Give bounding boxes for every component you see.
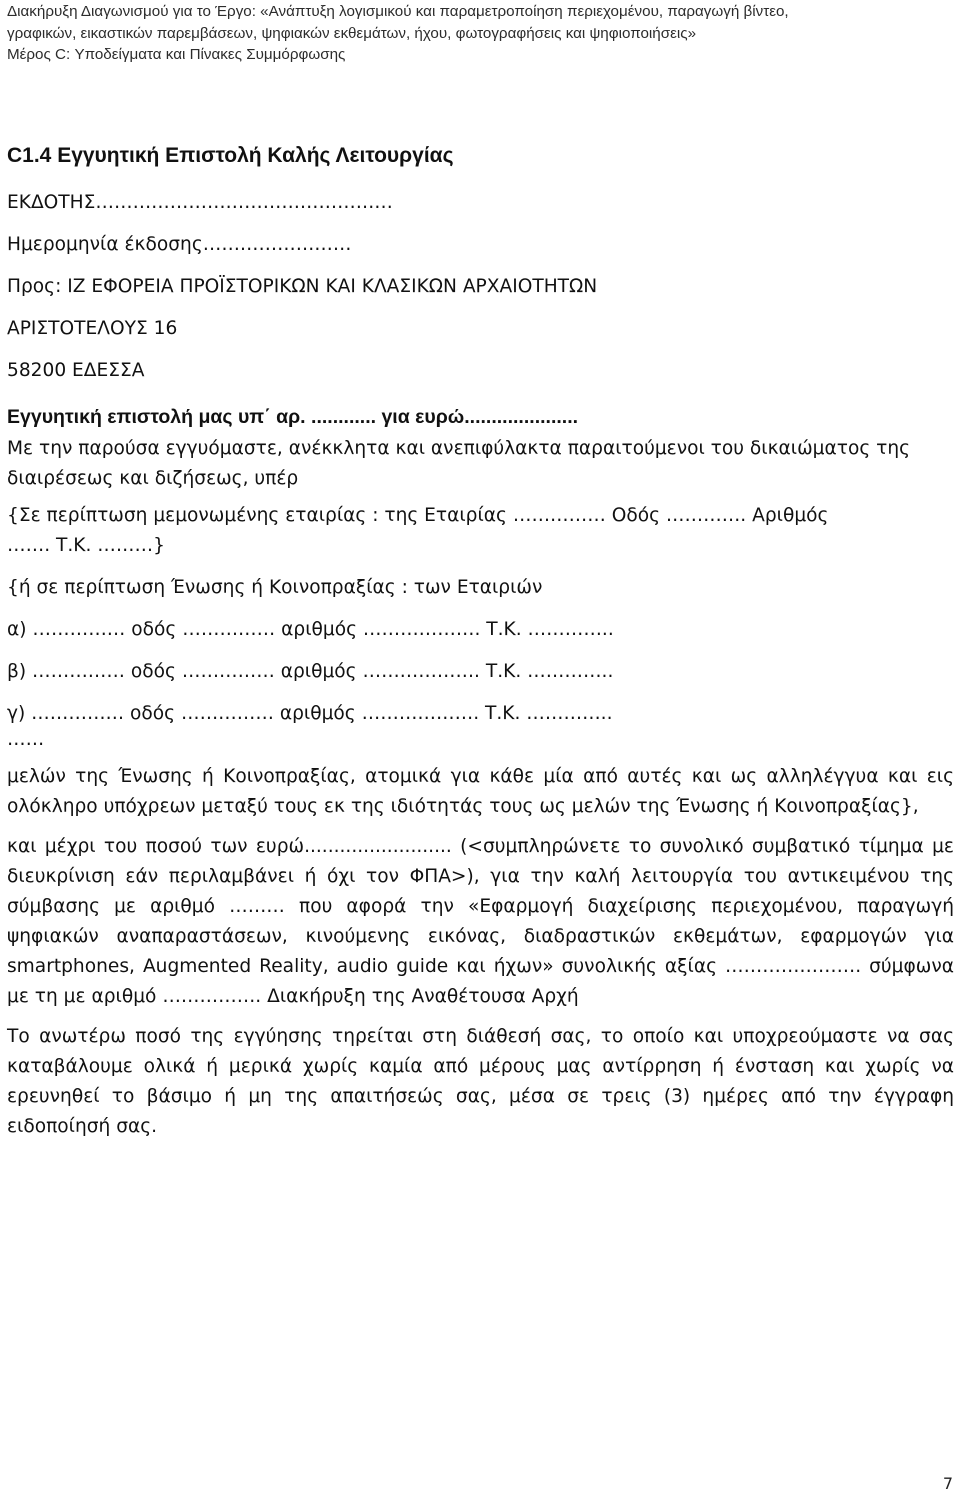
member-a-line: α) …………… οδός …………… αριθμός ………………. Τ.Κ. ………….. <box>7 619 614 640</box>
joint-venture-line: {ή σε περίπτωση Ένωσης ή Κοινοπραξίας : των Εταιριών <box>7 577 543 598</box>
header-line-2: γραφικών, εικαστικών παρεμβάσεων, ψηφιακών εκθεμάτων, ήχου, φωτογραφήσεις και ψηφιοποιήσεις» <box>7 24 697 42</box>
guarantee-reference: Εγγυητική επιστολή μας υπ΄ αρ. ............ για ευρώ..................... <box>7 406 579 428</box>
issuer-line: ΕΚΔΟΤΗΣ………………………………………… <box>7 192 393 213</box>
document-body <box>7 143 954 1152</box>
member-b-line: β) …………… οδός …………… αριθμός ………………. Τ.Κ. ………….. <box>7 661 614 682</box>
members-paragraph: μελών της Ένωσης ή Κοινοπραξίας, ατομικά για κάθε μία από αυτές και ως αλληλέγγυα και εις ολόκληρο υπόχρεων μεταξύ τους εκ της ιδιότητάς τους ως μελών της Ένωσης ή Κοινοπραξίας}, <box>7 766 954 817</box>
header-line-3: Μέρος C: Υποδείγματα και Πίνακες Συμμόρφωσης <box>7 46 346 63</box>
intro-paragraph: Με την παρούσα εγγυόμαστε, ανέκκλητα και ανεπιφύλακτα παραιτούμενοι του δικαιώματος της διαιρέσεως και διζήσεως, υπέρ <box>7 438 911 489</box>
header-line-1: Διακήρυξη Διαγωνισμού για το Έργο: «Ανάπτυξη λογισμικού και παραμετροποίηση περιεχομένου, παραγωγή βίντεο, <box>7 3 789 20</box>
page-header <box>7 1 957 66</box>
ellipsis-line: …… <box>7 729 45 750</box>
single-company-line-1: {Σε περίπτωση μεμονωμένης εταιρίας : της Εταιρίας …………… Οδός …………. Αριθμός <box>7 505 829 526</box>
closing-paragraph: Το ανωτέρω ποσό της εγγύησης τηρείται στη διάθεσή σας, το οποίο και υποχρεούμαστε να σας καταβάλουμε ολικά ή μερικά χωρίς καμία από μέρους μας αντίρρηση ή ένσταση και χωρίς να ερευνηθεί το βάσιμο ή μη της απαιτήσεώς σας, μέσα σε τρεις (3) ημέρες από την έγγραφη ειδοποίησή σας. <box>7 1026 954 1137</box>
address-street: ΑΡΙΣΤΟΤΕΛΟΥΣ 16 <box>7 318 178 339</box>
recipient-line: Προς: ΙΖ ΕΦΟΡΕΙΑ ΠΡΟΪΣΤΟΡΙΚΩΝ ΚΑΙ ΚΛΑΣΙΚΩΝ ΑΡΧΑΙΟΤΗΤΩΝ <box>7 276 598 297</box>
issue-date-line: Ημερομηνία έκδοσης…………………… <box>7 234 352 255</box>
member-c-line: γ) …………… οδός …………… αριθμός ………………. Τ.Κ. ………….. <box>7 703 613 724</box>
address-city: 58200 ΕΔΕΣΣΑ <box>7 360 145 381</box>
single-company-line-2: ……. Τ.Κ. ………} <box>7 535 165 556</box>
document-title: C1.4 Εγγυητική Επιστολή Καλής Λειτουργίας <box>7 144 454 167</box>
page-number: 7 <box>942 1474 953 1493</box>
amount-paragraph: και μέχρι του ποσού των ευρώ......................... (<συμπληρώνετε το συνολικό συμβατικό τίμημα με διευκρίνιση εάν περιλαμβάνει ή όχι τον ΦΠΑ>), για την καλή λειτουργία του αντικειμένου της σύμβασης με αριθμό ……… που αφορά την «Εφαρμογή διαχείρισης περιεχομένου, παραγωγή ψηφιακών αναπαραστάσεων, κινούμενης εικόνας, διαδραστικών εκθεμάτων, εφαρμογών για smartphones, Augmented Reality, audio guide και ήχων» συνολικής αξίας …………………. σύμφωνα με τη με αριθμό ……………. Διακήρυξη της Αναθέτουσα Αρχή <box>7 836 954 1007</box>
